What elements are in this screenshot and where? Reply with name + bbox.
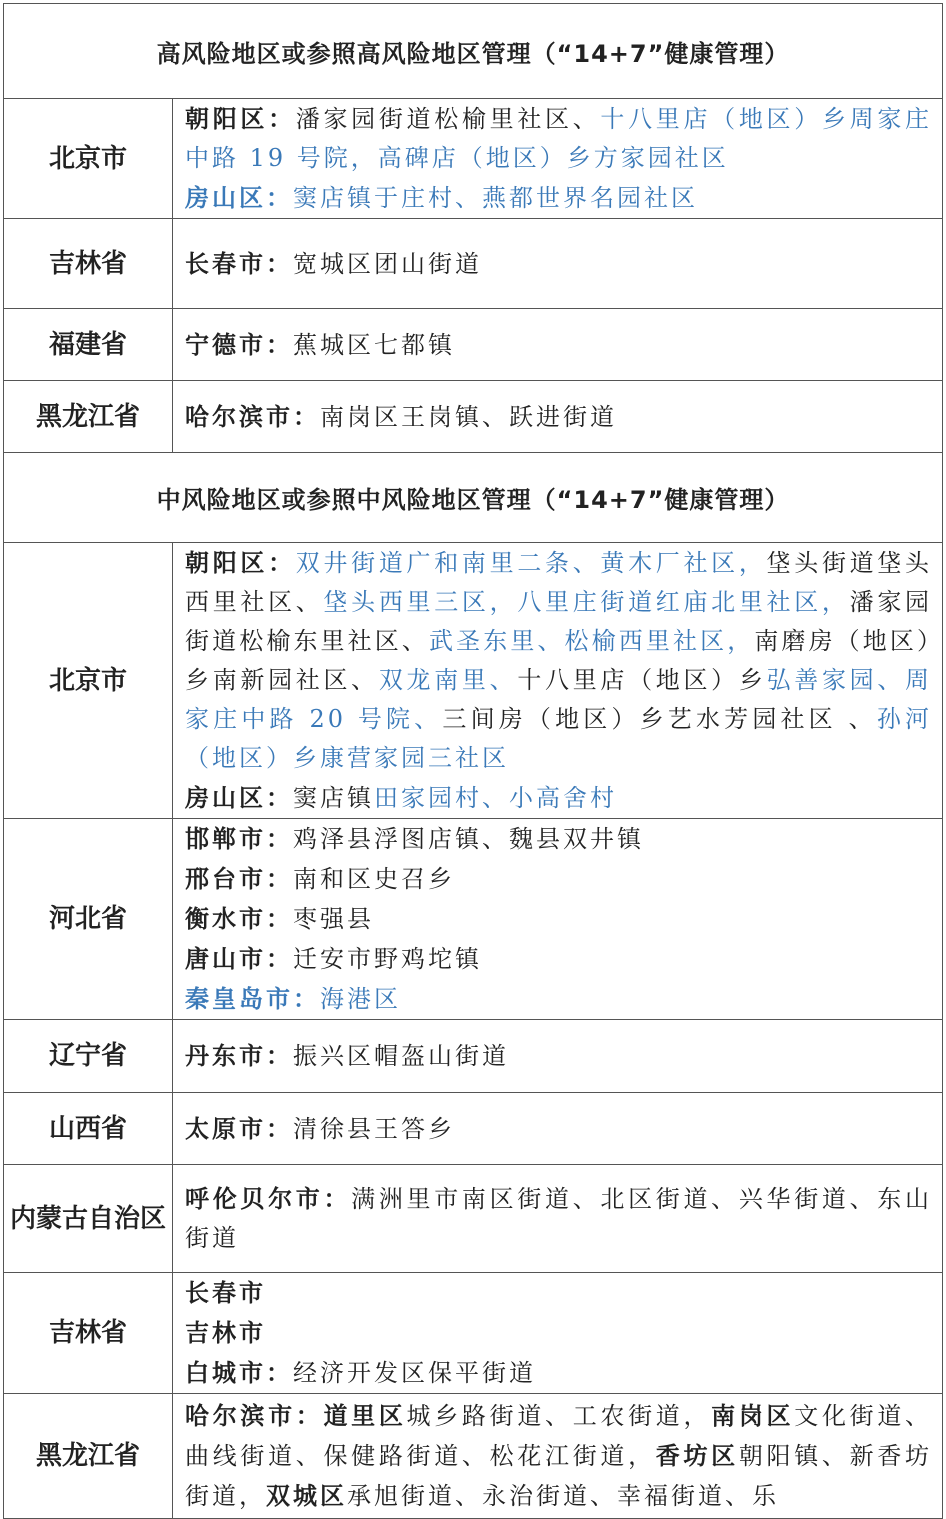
- area-line: [185, 1273, 932, 1313]
- city-label: 太原市：: [185, 1113, 293, 1143]
- table-row: [4, 309, 943, 381]
- area-cell: [173, 381, 943, 453]
- area-line: [185, 1396, 932, 1516]
- city-label: 白城市：: [185, 1358, 293, 1387]
- area-line: [185, 778, 932, 818]
- area-cell: [173, 819, 943, 1020]
- table-row: [4, 381, 943, 453]
- city-label: 朝阳区：: [185, 104, 296, 133]
- area-text: 孙河（地区）乡康营家园三社区: [185, 705, 933, 772]
- province-cell: 吉林省: [4, 219, 173, 309]
- area-line: [185, 325, 932, 365]
- area-text: 潘家园街道松榆东里社区、: [185, 588, 933, 655]
- risk-area-table: [3, 3, 943, 1519]
- area-text: 枣强县: [293, 905, 374, 933]
- medium-risk-header: 中风险地区或参照中风险地区管理（“14+7”健康管理）: [4, 453, 943, 543]
- area-line: [185, 1313, 932, 1353]
- medium-risk-header-row: [4, 453, 943, 543]
- city-label: 哈尔滨市：: [185, 401, 320, 431]
- city-label: 唐山市：: [185, 944, 293, 973]
- area-text: 双龙南里、: [378, 666, 518, 694]
- area-line: [185, 178, 932, 218]
- area-line: [185, 99, 932, 178]
- area-text: 道里区: [323, 1401, 407, 1430]
- area-line: [185, 939, 932, 979]
- city-label: 长春市: [185, 1278, 266, 1307]
- area-text: 南岗区王岗镇、跃进街道: [320, 402, 617, 431]
- area-line: [185, 859, 932, 899]
- area-text: 武圣东里、松榆西里社区，: [429, 627, 755, 655]
- province-cell: 辽宁省: [4, 1020, 173, 1093]
- city-label: 朝阳区：: [185, 548, 296, 577]
- province-cell: 福建省: [4, 309, 173, 381]
- area-line: [185, 244, 932, 284]
- area-text: 海港区: [320, 985, 401, 1013]
- province-cell: 北京市: [4, 99, 173, 219]
- area-text: 南和区史召乡: [293, 865, 455, 893]
- area-text: 满洲里市南区街道、北区街道、兴华街道、东山街道: [185, 1185, 933, 1252]
- area-line: [185, 1353, 932, 1393]
- area-text: 城乡路街道、工农街道，: [406, 1402, 712, 1430]
- area-text: 宽城区团山街道: [293, 249, 482, 278]
- area-text: 弘善家园、周家庄中路 20 号院、: [185, 666, 933, 733]
- area-cell: [173, 1273, 943, 1394]
- table-row: [4, 1020, 943, 1093]
- province-cell: 黑龙江省: [4, 1394, 173, 1519]
- area-line: [185, 819, 932, 859]
- table-row: [4, 1273, 943, 1394]
- province-cell: 黑龙江省: [4, 381, 173, 453]
- area-text: 鸡泽县浮图店镇、魏县双井镇: [293, 825, 644, 853]
- table-row: [4, 1394, 943, 1519]
- city-label: 房山区：: [185, 783, 293, 812]
- table-row: [4, 1165, 943, 1273]
- area-text: 田家园村、小高舍村: [374, 784, 617, 812]
- area-line: [185, 397, 932, 437]
- area-text: 十八里店（地区）乡周家庄中路 19 号院，高碑店（地区）乡方家园社区: [185, 105, 933, 172]
- area-text: 潘家园街道松榆里社区、: [295, 105, 601, 133]
- area-cell: [173, 543, 943, 819]
- area-cell: [173, 309, 943, 381]
- area-cell: [173, 1093, 943, 1165]
- area-line: [185, 1036, 932, 1076]
- area-line: [185, 543, 932, 778]
- area-text: 清徐县王答乡: [293, 1114, 455, 1143]
- city-label: 秦皇岛市：: [185, 984, 320, 1013]
- area-cell: [173, 219, 943, 309]
- city-label: 丹东市：: [185, 1041, 293, 1070]
- city-label: 邢台市：: [185, 864, 293, 893]
- area-text: 双城区: [266, 1481, 347, 1510]
- area-text: 迁安市野鸡坨镇: [293, 945, 482, 973]
- table-row: [4, 543, 943, 819]
- city-label: 哈尔滨市：: [185, 1401, 324, 1430]
- area-text: 承旭街道、永治街道、幸福街道、乐: [347, 1482, 779, 1510]
- area-text: 经济开发区保平街道: [293, 1359, 536, 1387]
- city-label: 长春市：: [185, 248, 293, 278]
- area-text: 蕉城区七都镇: [293, 330, 455, 359]
- area-text: 朝阳镇、新香坊街道，: [185, 1442, 933, 1510]
- area-text: 窦店镇: [293, 784, 374, 812]
- area-text: 三间房（地区）乡艺水芳园社区 、: [442, 705, 877, 733]
- area-cell: [173, 99, 943, 219]
- city-label: 衡水市：: [185, 904, 293, 933]
- table-row: [4, 219, 943, 309]
- province-cell: 北京市: [4, 543, 173, 819]
- area-text: 南岗区: [711, 1401, 795, 1430]
- area-text: 香坊区: [655, 1441, 739, 1470]
- province-cell: 山西省: [4, 1093, 173, 1165]
- area-text: 文化街道、曲线街道、保健路街道、松花江街道，: [185, 1402, 933, 1470]
- high-risk-header-row: [4, 4, 943, 99]
- area-cell: [173, 1165, 943, 1273]
- area-cell: [173, 1394, 943, 1519]
- area-line: [185, 1179, 932, 1258]
- province-cell: 河北省: [4, 819, 173, 1020]
- area-line: [185, 899, 932, 939]
- area-text: 垡头街道垡头西里社区、: [185, 549, 933, 616]
- city-label: 房山区：: [185, 183, 293, 212]
- area-text: 窦店镇于庄村、燕都世界名园社区: [293, 184, 698, 212]
- table-row: [4, 99, 943, 219]
- area-text: 十八里店（地区）乡: [517, 666, 767, 694]
- area-text: 双井街道广和南里二条、黄木厂社区，: [295, 549, 767, 577]
- city-label: 呼伦贝尔市：: [185, 1184, 352, 1213]
- city-label: 宁德市：: [185, 329, 293, 359]
- area-line: [185, 1109, 932, 1149]
- area-text: 垡头西里三区，八里庄街道红庙北里社区，: [323, 588, 850, 616]
- area-text: 振兴区帽盔山街道: [293, 1042, 509, 1070]
- province-cell: 内蒙古自治区: [4, 1165, 173, 1273]
- area-text: 南磨房（地区）乡南新园社区、: [185, 627, 933, 694]
- area-line: [185, 979, 932, 1019]
- area-cell: [173, 1020, 943, 1093]
- table-row: [4, 819, 943, 1020]
- high-risk-header: 高风险地区或参照高风险地区管理（“14+7”健康管理）: [4, 4, 943, 99]
- city-label: 吉林市: [185, 1318, 266, 1347]
- province-cell: 吉林省: [4, 1273, 173, 1394]
- city-label: 邯郸市：: [185, 824, 293, 853]
- table-row: [4, 1093, 943, 1165]
